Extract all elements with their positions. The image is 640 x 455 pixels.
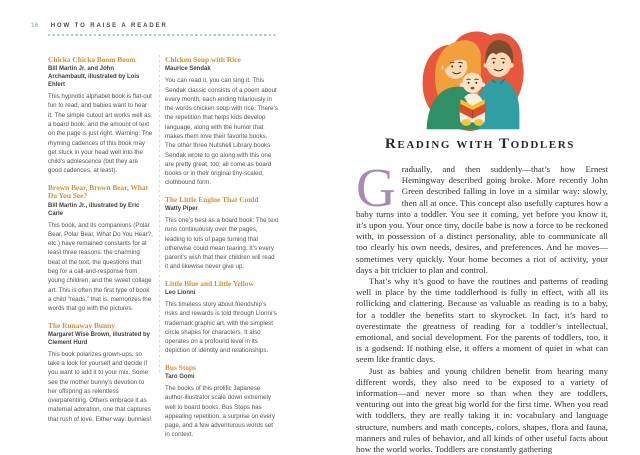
book-list-column-1	[48, 50, 153, 440]
book-description: This book polarizes grown-ups, so take a look for yourself and decide if you want to add it to your mix. Some see the mother bunny’s devotion to her offspring as relentless overparenting. Others embrace it as maternal adoration, one that captures that rush of love. Either way: bunnies!	[48, 350, 152, 423]
book-entry	[48, 56, 153, 176]
running-head: HOW TO RAISE A READER	[50, 23, 168, 29]
book-entry	[48, 322, 153, 424]
book-title: The Little Engine That Could	[165, 194, 259, 204]
paragraph-1-text: radually, and then suddenly—that’s how Ernest Hemingway described going broke. More recently John Green described falling in love in a similar way: slowly, then all at once. This concept also usefully captures how a baby turns into a toddler. You see it coming, yet before you know it, it’s upon you. Your once tiny, docile babe is now a force to be reckoned with, in possession of a distinct personality, able to communicate all too clearly his own needs, desires, and preferences. And he moves—sometimes very quickly. Your home becomes a riot of activity, your days a bit trickier to plan and control.	[356, 164, 608, 275]
book-description: This hypnotic alphabet book is flat-out fun to read, and babies want to hear it. The simple cutout art works well as a board book, and the amount of text on the page is just right. Warning: The rhyming cadences of this book may get stuck in your head well into the child’s adolescence (but they are good cadences, at least).	[48, 93, 153, 175]
book-entry	[165, 280, 279, 356]
book-entry	[165, 56, 279, 188]
book-title: The Runaway Bunny	[48, 320, 115, 330]
book-author: Watty Piper	[165, 206, 198, 213]
column-divider	[159, 55, 160, 373]
family-reading-illustration	[415, 19, 531, 135]
drop-cap: G	[356, 157, 396, 218]
book-description: This timeless story about friendship’s risks and rewards is told through Lionni’s trademark graphic art, with the simplest circle shapes for characters. It also operates on a profound level in its depiction of identity and relationships.	[165, 300, 277, 355]
book-author: Taro Gomi	[165, 374, 195, 381]
book-title: Chicka Chicka Boom Boom	[48, 55, 136, 64]
book-entry	[165, 196, 279, 272]
book-title: Little Blue and Little Yellow	[165, 278, 254, 288]
book-entry	[48, 184, 153, 314]
book-description: The books of this prolific Japanese author-illustrator scale down extremely well to board books. Bus Stops has appealing repetition, a surprise on every page, and a few adventurous words set in context.	[165, 384, 276, 439]
book-list-column-2	[165, 50, 279, 440]
page-header	[31, 23, 168, 29]
right-page	[320, 0, 640, 455]
book-author: Maurice Sendak	[165, 66, 211, 73]
page-number: 16	[31, 23, 39, 29]
left-page	[0, 0, 320, 439]
paragraph-3: Just as babies and young children benefit from hearing many different words, they also need to be exposed to a variety of information—and never more so than when they are toddlers, venturing out into the great big world for the first time. When you read with toddlers, they are really taking it in: vocabulary and language structure, numbers and math concepts, colors, shapes, flora and fauna, manners and rules of behavior, and all kinds of other useful facts about how the world works. Toddlers are constantly gathering	[356, 365, 608, 455]
chapter-title: Reading with Toddlers	[384, 136, 576, 152]
book-description: This one’s best as a board book: The text runs continuously over the pages, leading to lots of page turning that otherwise could mean tearing. It’s every parent’s wish that their children will read it and likewise never give up.	[165, 216, 279, 271]
book-title: Bus Stops	[165, 362, 197, 372]
chapter-body	[356, 157, 608, 455]
book-title: Brown Bear, Brown Bear, What Do You See?	[48, 182, 149, 201]
book-author: Margaret Wise Brown, illustrated by Clement Hurd	[48, 331, 150, 346]
book-description: This book, and its companions (Polar Bear, Polar Bear, What Do You Hear?, etc.) have remained constants for at least three reasons: the charming beat of the text, the questions that beg for a call-and-response from young children, and the sweet collage art. This is often the first type of book a child “reads,” that is, memorizes the words that go with the pictures.	[48, 221, 153, 313]
paragraph-2: That’s why it’s good to have the routines and patterns of reading well in place by the time toddlerhood is fully in effect, with all its rollicking and clattering. Because as valuable as reading is to a baby, for a toddler the benefits start to skyrocket. In fact, it’s hard to overestimate the greatness of reading for a toddler’s intellectual, emotional, and social development. For the parents of toddlers, too, it is a godsend: If nothing else, it offers a moment of quiet in what can seem like frantic days.	[356, 276, 608, 365]
book-entry	[165, 364, 279, 440]
paragraph-1	[356, 157, 608, 276]
book-author: Leo Lionni	[165, 290, 196, 297]
book-list	[48, 50, 280, 440]
book-author: Bill Martin Jr. and John Archambault, illustrated by Lois Ehlert	[48, 66, 140, 89]
book-description: You can read it, you can sing it. This Sendak classic consists of a poem about every month, each ending hilariously in the words chicken soup with rice. There’s the repetition that helps kids develop language, along with the humor that makes them love their favorite books. The other three Nutshell Library books Sendak wrote to go along with this one are pretty great, too; all come as board books or in their original tiny-scaled, clothbound form.	[165, 77, 278, 187]
book-author: Bill Martin Jr., illustrated by Eric Carle	[48, 202, 140, 217]
dotted-rule	[48, 34, 277, 36]
book-title: Chicken Soup with Rice	[165, 55, 241, 64]
